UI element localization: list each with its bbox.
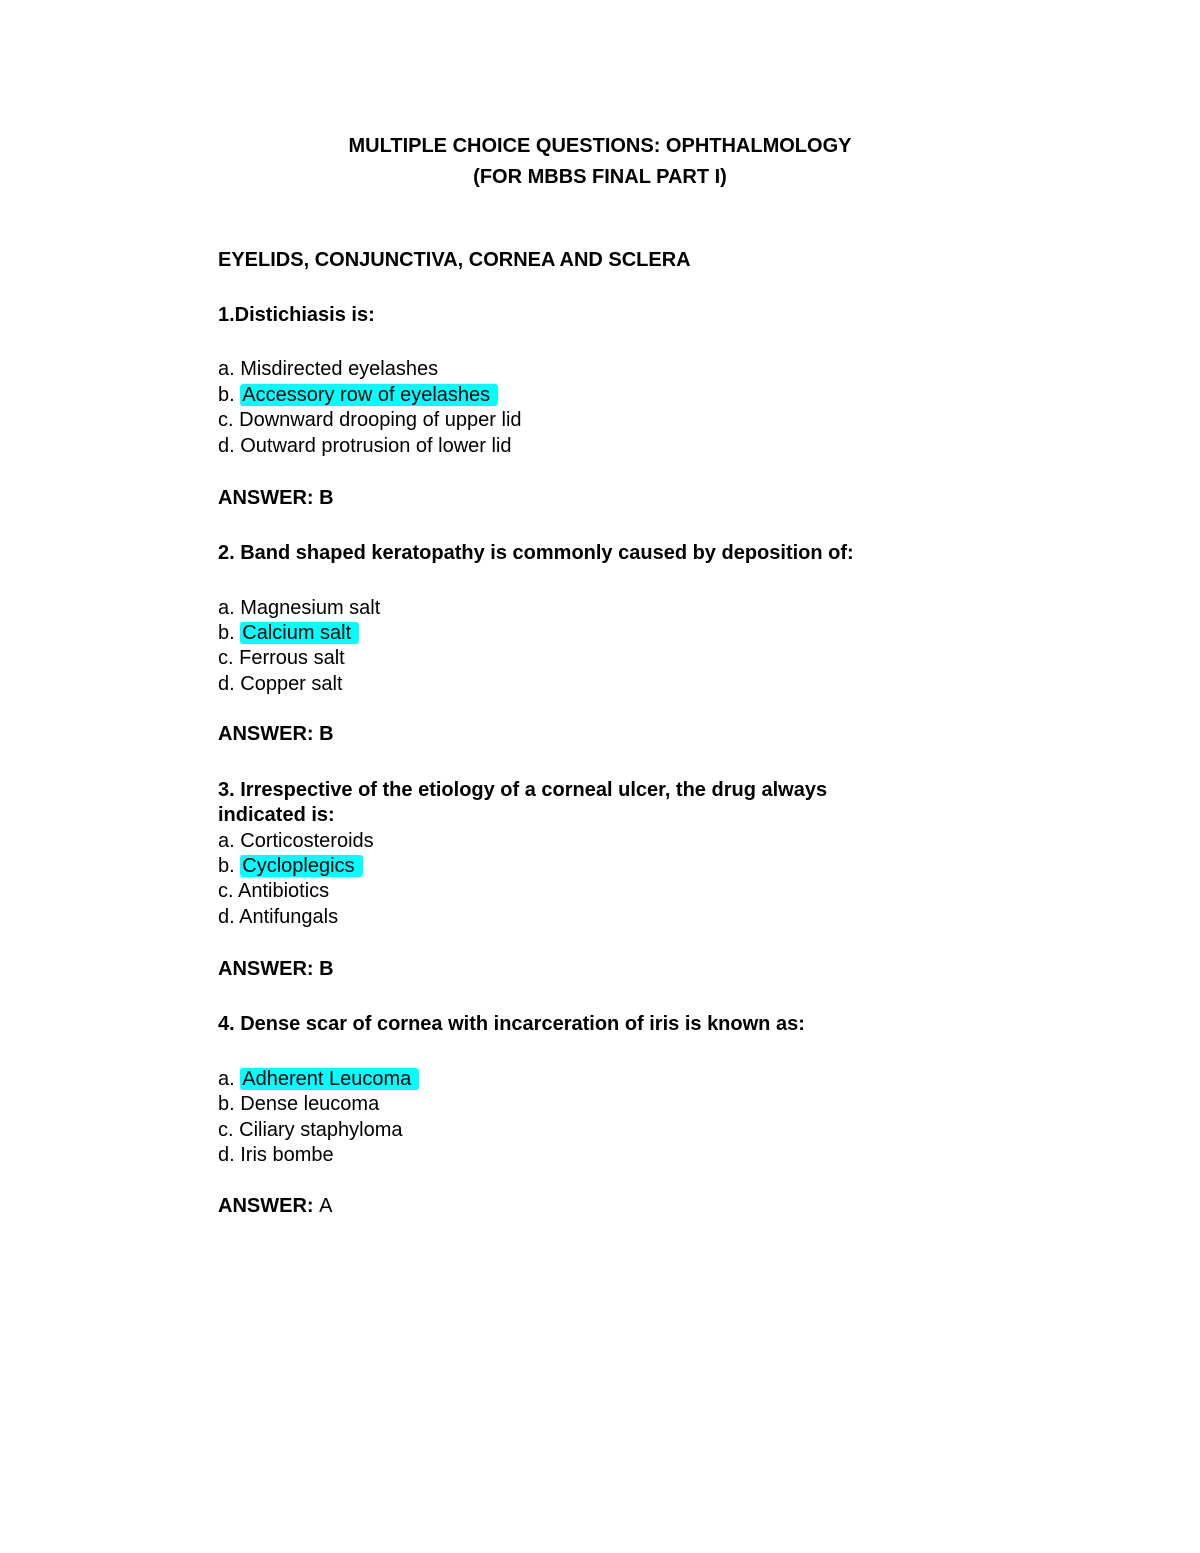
- highlighted-answer: Accessory row of eyelashes: [240, 384, 498, 406]
- question-1: 1.Distichiasis is:: [218, 304, 375, 326]
- document-title: MULTIPLE CHOICE QUESTIONS: OPHTHALMOLOGY: [348, 135, 852, 157]
- option-3d: d. Antifungals: [218, 906, 339, 928]
- highlighted-answer: Cycloplegics: [240, 855, 362, 877]
- question-4: 4. Dense scar of cornea with incarceration of iris is known as:: [218, 1013, 805, 1035]
- option-1a: a. Misdirected eyelashes: [218, 358, 439, 380]
- answer-1: ANSWER: B: [218, 487, 334, 509]
- answer-3: ANSWER: B: [218, 958, 334, 980]
- option-4b: b. Dense leucoma: [218, 1093, 380, 1115]
- option-3b: b. Cycloplegics: [218, 854, 363, 879]
- answer-4: ANSWER: A: [218, 1195, 333, 1217]
- option-1d: d. Outward protrusion of lower lid: [218, 435, 512, 457]
- option-4d: d. Iris bombe: [218, 1144, 334, 1166]
- option-3a: a. Corticosteroids: [218, 830, 374, 852]
- option-4a: a. Adherent Leucoma: [218, 1067, 419, 1092]
- answer-2: ANSWER: B: [218, 723, 334, 745]
- document-subtitle: (FOR MBBS FINAL PART I): [473, 166, 727, 188]
- question-3-line-1: 3. Irrespective of the etiology of a corneal ulcer, the drug always: [218, 779, 828, 801]
- option-4c: c. Ciliary staphyloma: [218, 1119, 403, 1141]
- highlighted-answer: Adherent Leucoma: [240, 1068, 419, 1090]
- option-1c: c. Downward drooping of upper lid: [218, 409, 522, 431]
- highlighted-answer: Calcium salt: [240, 622, 359, 644]
- option-1b: b. Accessory row of eyelashes: [218, 383, 498, 408]
- question-3-line-2: indicated is:: [218, 804, 335, 826]
- section-heading: EYELIDS, CONJUNCTIVA, CORNEA AND SCLERA: [218, 249, 691, 271]
- option-2d: d. Copper salt: [218, 673, 343, 695]
- option-2c: c. Ferrous salt: [218, 647, 345, 669]
- question-2: 2. Band shaped keratopathy is commonly caused by deposition of:: [218, 542, 854, 564]
- option-2b: b. Calcium salt: [218, 621, 359, 646]
- option-3c: c. Antibiotics: [218, 880, 330, 902]
- option-2a: a. Magnesium salt: [218, 597, 381, 619]
